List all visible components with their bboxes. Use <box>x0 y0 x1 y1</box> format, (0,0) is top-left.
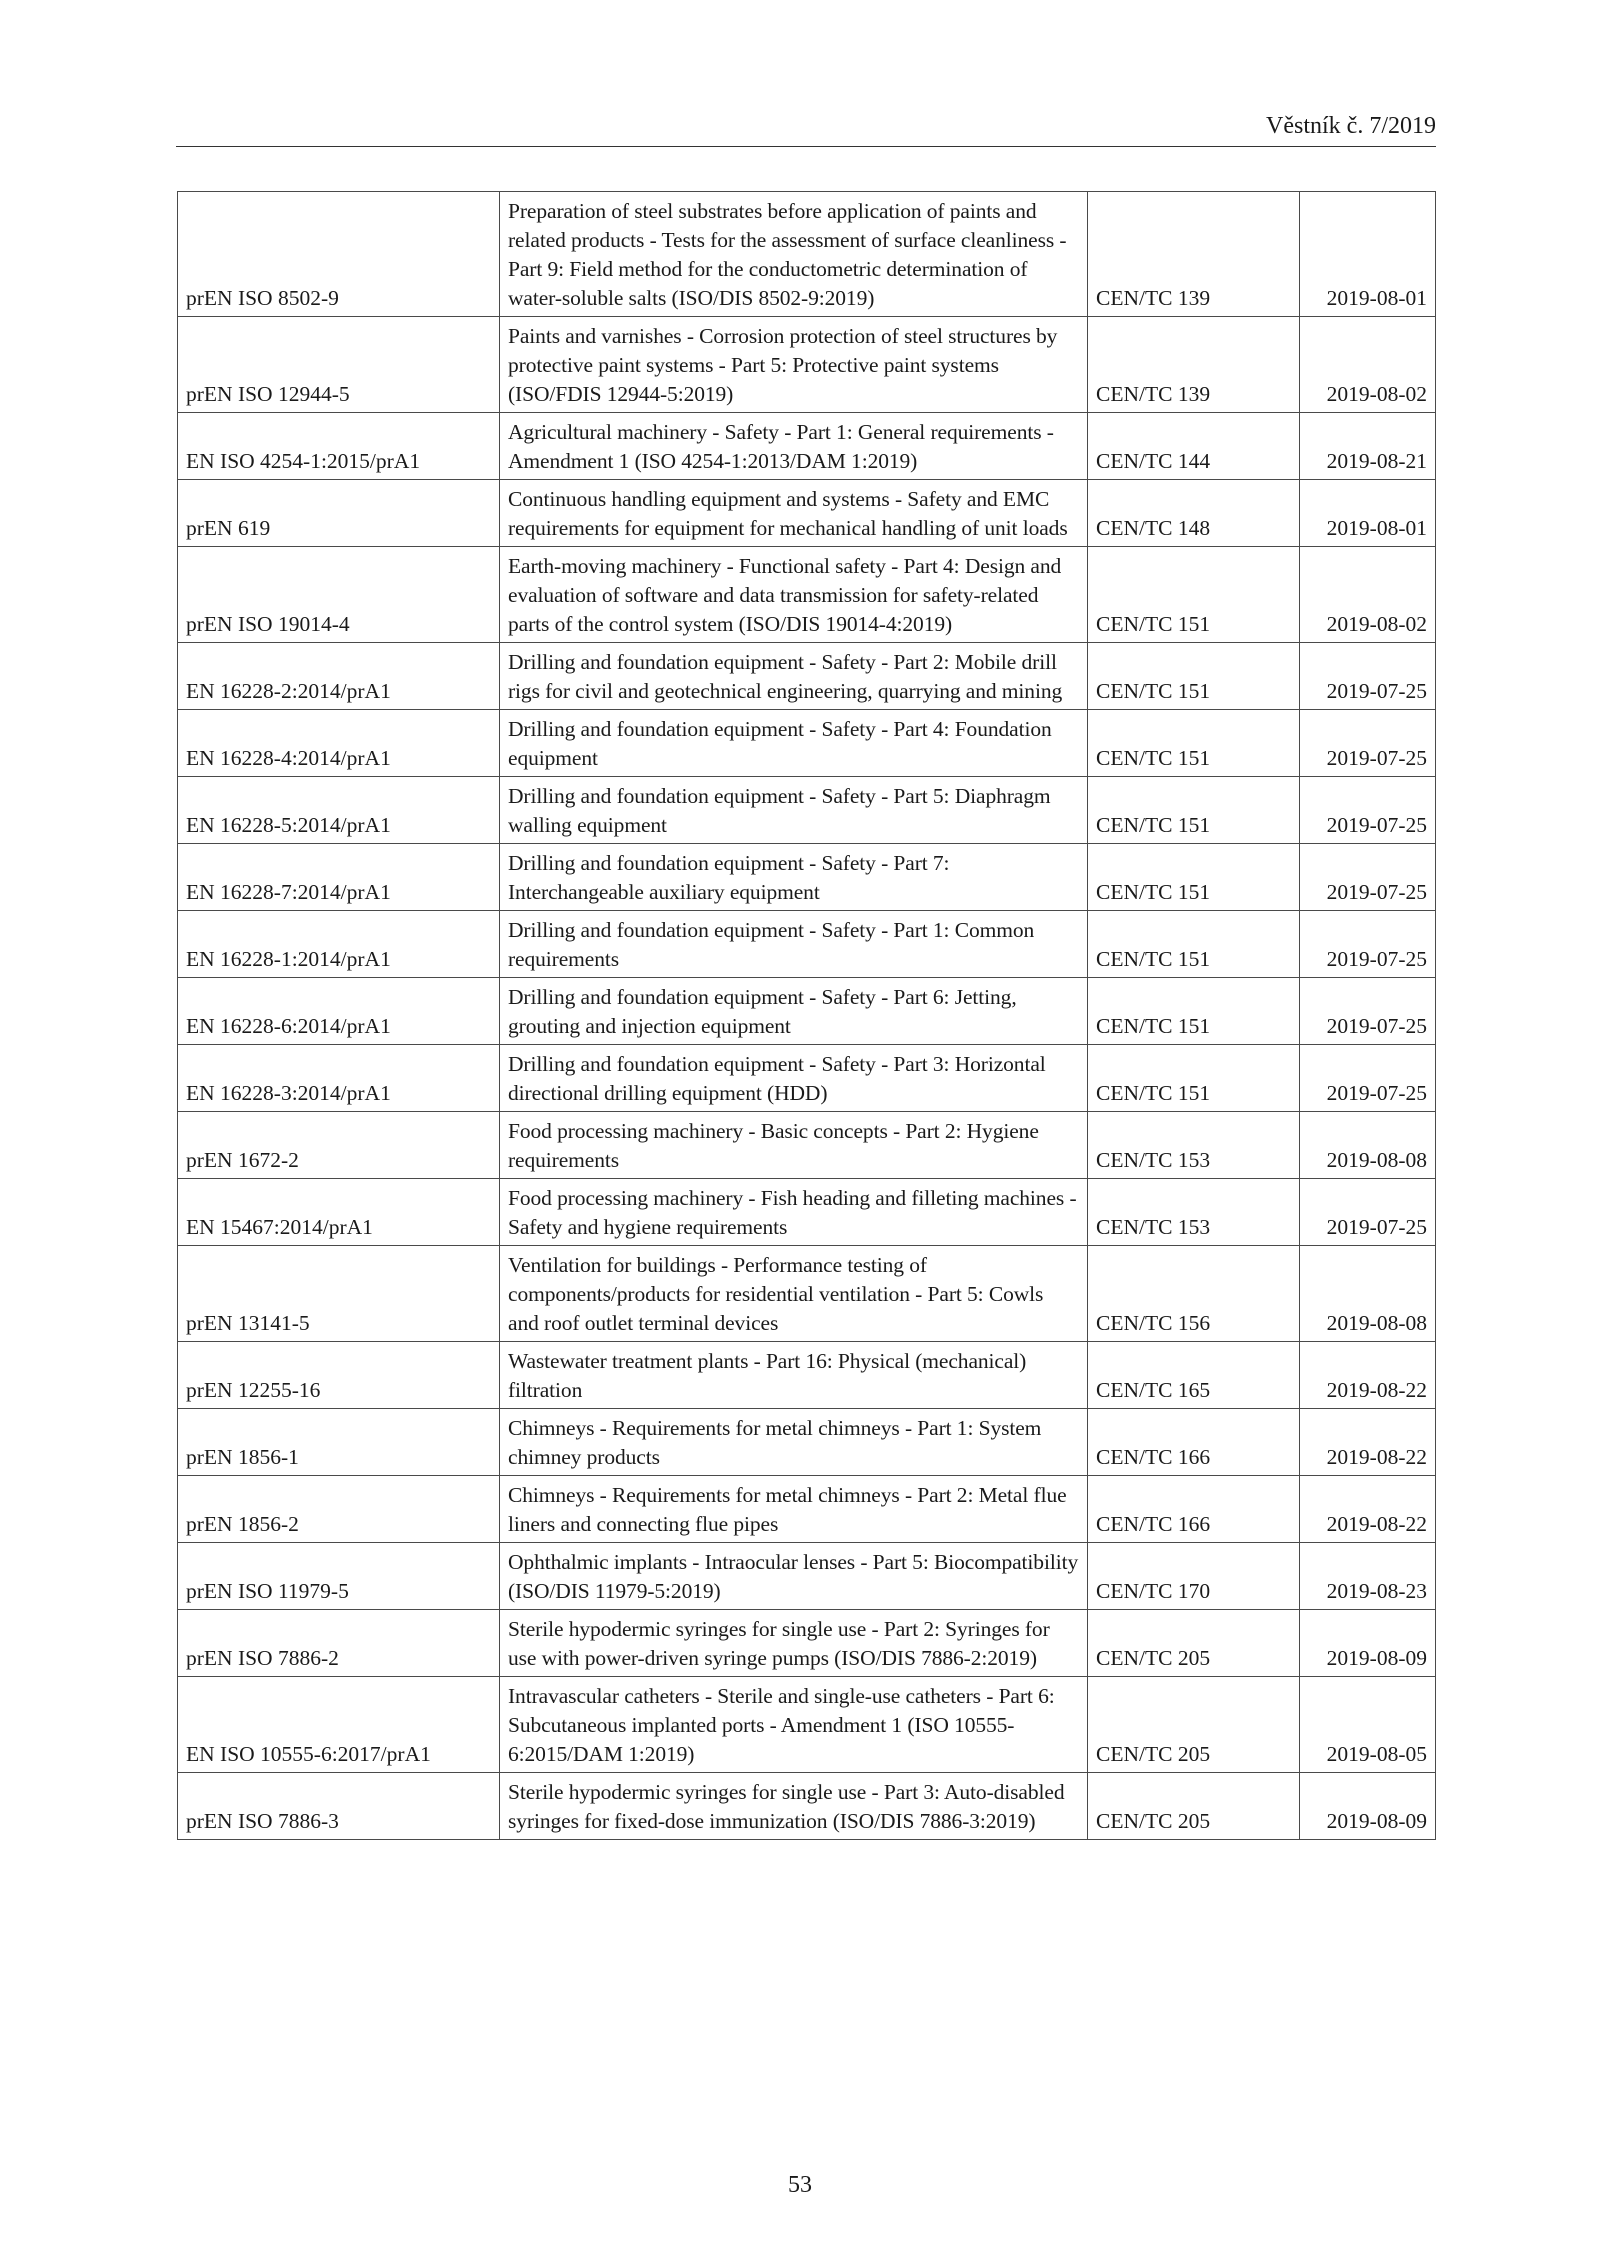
technical-committee-cell: CEN/TC 151 <box>1088 978 1300 1045</box>
standard-title-cell: Earth-moving machinery - Functional safety - Part 4: Design and evaluation of software and data transmission for safety-related parts of the control system (ISO/DIS 19014-4:2019) <box>500 547 1088 643</box>
technical-committee-cell: CEN/TC 205 <box>1088 1773 1300 1840</box>
deadline-date-cell: 2019-08-02 <box>1300 547 1436 643</box>
deadline-date-cell: 2019-07-25 <box>1300 710 1436 777</box>
technical-committee-cell: CEN/TC 156 <box>1088 1246 1300 1342</box>
technical-committee-cell: CEN/TC 139 <box>1088 192 1300 317</box>
standard-title-cell: Preparation of steel substrates before application of paints and related products - Tests for the assessment of surface cleanliness - Part 9: Field method for the conductometric determination of water-soluble salts (ISO/DIS 8502-9:2019) <box>500 192 1088 317</box>
deadline-date-cell: 2019-08-23 <box>1300 1543 1436 1610</box>
deadline-date-cell: 2019-08-21 <box>1300 413 1436 480</box>
standard-title-cell: Drilling and foundation equipment - Safety - Part 6: Jetting, grouting and injection equipment <box>500 978 1088 1045</box>
deadline-date-cell: 2019-07-25 <box>1300 777 1436 844</box>
table-row <box>178 317 1436 413</box>
deadline-date-cell: 2019-07-25 <box>1300 643 1436 710</box>
standards-table <box>177 191 1436 1840</box>
journal-issue-title: Věstník č. 7/2019 <box>1266 113 1436 139</box>
technical-committee-cell: CEN/TC 153 <box>1088 1112 1300 1179</box>
table-row <box>178 1677 1436 1773</box>
table-row <box>178 1112 1436 1179</box>
deadline-date-cell: 2019-08-05 <box>1300 1677 1436 1773</box>
table-row <box>178 480 1436 547</box>
table-row <box>178 1342 1436 1409</box>
standard-title-cell: Wastewater treatment plants - Part 16: Physical (mechanical) filtration <box>500 1342 1088 1409</box>
table-row <box>178 911 1436 978</box>
standard-title-cell: Chimneys - Requirements for metal chimneys - Part 1: System chimney products <box>500 1409 1088 1476</box>
standard-title-cell: Sterile hypodermic syringes for single use - Part 2: Syringes for use with power-driven syringe pumps (ISO/DIS 7886-2:2019) <box>500 1610 1088 1677</box>
technical-committee-cell: CEN/TC 139 <box>1088 317 1300 413</box>
standard-title-cell: Food processing machinery - Basic concepts - Part 2: Hygiene requirements <box>500 1112 1088 1179</box>
technical-committee-cell: CEN/TC 148 <box>1088 480 1300 547</box>
deadline-date-cell: 2019-08-08 <box>1300 1246 1436 1342</box>
standard-reference-cell: prEN 619 <box>178 480 500 547</box>
technical-committee-cell: CEN/TC 151 <box>1088 1045 1300 1112</box>
table-row <box>178 1045 1436 1112</box>
technical-committee-cell: CEN/TC 166 <box>1088 1409 1300 1476</box>
deadline-date-cell: 2019-08-22 <box>1300 1342 1436 1409</box>
standard-reference-cell: prEN 13141-5 <box>178 1246 500 1342</box>
technical-committee-cell: CEN/TC 151 <box>1088 844 1300 911</box>
technical-committee-cell: CEN/TC 166 <box>1088 1476 1300 1543</box>
standard-reference-cell: EN 16228-7:2014/prA1 <box>178 844 500 911</box>
standard-title-cell: Food processing machinery - Fish heading and filleting machines - Safety and hygiene requirements <box>500 1179 1088 1246</box>
standard-title-cell: Sterile hypodermic syringes for single use - Part 3: Auto-disabled syringes for fixed-dose immunization (ISO/DIS 7886-3:2019) <box>500 1773 1088 1840</box>
deadline-date-cell: 2019-08-01 <box>1300 192 1436 317</box>
standard-title-cell: Drilling and foundation equipment - Safety - Part 5: Diaphragm walling equipment <box>500 777 1088 844</box>
table-row <box>178 1773 1436 1840</box>
standard-reference-cell: EN 16228-6:2014/prA1 <box>178 978 500 1045</box>
standard-reference-cell: EN ISO 10555-6:2017/prA1 <box>178 1677 500 1773</box>
table-row <box>178 710 1436 777</box>
deadline-date-cell: 2019-08-08 <box>1300 1112 1436 1179</box>
standard-reference-cell: EN 16228-3:2014/prA1 <box>178 1045 500 1112</box>
standard-reference-cell: EN 16228-2:2014/prA1 <box>178 643 500 710</box>
standard-reference-cell: EN ISO 4254-1:2015/prA1 <box>178 413 500 480</box>
table-row <box>178 643 1436 710</box>
deadline-date-cell: 2019-08-09 <box>1300 1610 1436 1677</box>
standard-reference-cell: prEN ISO 7886-3 <box>178 1773 500 1840</box>
standard-title-cell: Ventilation for buildings - Performance testing of components/products for residential ventilation - Part 5: Cowls and roof outlet terminal devices <box>500 1246 1088 1342</box>
deadline-date-cell: 2019-08-22 <box>1300 1476 1436 1543</box>
table-row <box>178 192 1436 317</box>
deadline-date-cell: 2019-08-22 <box>1300 1409 1436 1476</box>
technical-committee-cell: CEN/TC 170 <box>1088 1543 1300 1610</box>
table-row <box>178 1543 1436 1610</box>
technical-committee-cell: CEN/TC 205 <box>1088 1677 1300 1773</box>
table-row <box>178 413 1436 480</box>
technical-committee-cell: CEN/TC 144 <box>1088 413 1300 480</box>
table-row <box>178 1246 1436 1342</box>
deadline-date-cell: 2019-07-25 <box>1300 844 1436 911</box>
standard-title-cell: Agricultural machinery - Safety - Part 1: General requirements - Amendment 1 (ISO 4254-1:2013/DAM 1:2019) <box>500 413 1088 480</box>
page-header <box>176 112 1436 147</box>
standard-reference-cell: EN 16228-5:2014/prA1 <box>178 777 500 844</box>
standard-reference-cell: prEN ISO 11979-5 <box>178 1543 500 1610</box>
page-number: 53 <box>788 2172 812 2198</box>
deadline-date-cell: 2019-08-02 <box>1300 317 1436 413</box>
technical-committee-cell: CEN/TC 153 <box>1088 1179 1300 1246</box>
technical-committee-cell: CEN/TC 151 <box>1088 547 1300 643</box>
standard-title-cell: Drilling and foundation equipment - Safety - Part 1: Common requirements <box>500 911 1088 978</box>
standard-reference-cell: EN 15467:2014/prA1 <box>178 1179 500 1246</box>
standard-reference-cell: prEN 1672-2 <box>178 1112 500 1179</box>
deadline-date-cell: 2019-07-25 <box>1300 978 1436 1045</box>
technical-committee-cell: CEN/TC 151 <box>1088 911 1300 978</box>
deadline-date-cell: 2019-08-09 <box>1300 1773 1436 1840</box>
table-row <box>178 547 1436 643</box>
table-row <box>178 844 1436 911</box>
standard-title-cell: Drilling and foundation equipment - Safety - Part 4: Foundation equipment <box>500 710 1088 777</box>
standard-title-cell: Intravascular catheters - Sterile and single-use catheters - Part 6: Subcutaneous implanted ports - Amendment 1 (ISO 10555-6:2015/DAM 1:2019) <box>500 1677 1088 1773</box>
standard-title-cell: Paints and varnishes - Corrosion protection of steel structures by protective paint systems - Part 5: Protective paint systems (ISO/FDIS 12944-5:2019) <box>500 317 1088 413</box>
technical-committee-cell: CEN/TC 205 <box>1088 1610 1300 1677</box>
table-row <box>178 1409 1436 1476</box>
standard-title-cell: Continuous handling equipment and systems - Safety and EMC requirements for equipment for mechanical handling of unit loads <box>500 480 1088 547</box>
standard-reference-cell: prEN ISO 12944-5 <box>178 317 500 413</box>
standard-reference-cell: prEN 1856-1 <box>178 1409 500 1476</box>
standard-reference-cell: EN 16228-4:2014/prA1 <box>178 710 500 777</box>
table-row <box>178 777 1436 844</box>
deadline-date-cell: 2019-07-25 <box>1300 1179 1436 1246</box>
standards-table-body <box>178 192 1436 1840</box>
technical-committee-cell: CEN/TC 165 <box>1088 1342 1300 1409</box>
standard-reference-cell: prEN 12255-16 <box>178 1342 500 1409</box>
technical-committee-cell: CEN/TC 151 <box>1088 777 1300 844</box>
table-row <box>178 1476 1436 1543</box>
standard-reference-cell: EN 16228-1:2014/prA1 <box>178 911 500 978</box>
standard-title-cell: Drilling and foundation equipment - Safety - Part 2: Mobile drill rigs for civil and geotechnical engineering, quarrying and mining <box>500 643 1088 710</box>
standard-title-cell: Ophthalmic implants - Intraocular lenses - Part 5: Biocompatibility (ISO/DIS 11979-5:2019) <box>500 1543 1088 1610</box>
standard-reference-cell: prEN ISO 8502-9 <box>178 192 500 317</box>
standard-reference-cell: prEN ISO 19014-4 <box>178 547 500 643</box>
table-row <box>178 1610 1436 1677</box>
table-row <box>178 978 1436 1045</box>
standard-title-cell: Chimneys - Requirements for metal chimneys - Part 2: Metal flue liners and connecting flue pipes <box>500 1476 1088 1543</box>
standard-reference-cell: prEN ISO 7886-2 <box>178 1610 500 1677</box>
standard-title-cell: Drilling and foundation equipment - Safety - Part 7: Interchangeable auxiliary equipment <box>500 844 1088 911</box>
standard-title-cell: Drilling and foundation equipment - Safety - Part 3: Horizontal directional drilling equipment (HDD) <box>500 1045 1088 1112</box>
table-row <box>178 1179 1436 1246</box>
technical-committee-cell: CEN/TC 151 <box>1088 643 1300 710</box>
standard-reference-cell: prEN 1856-2 <box>178 1476 500 1543</box>
technical-committee-cell: CEN/TC 151 <box>1088 710 1300 777</box>
deadline-date-cell: 2019-08-01 <box>1300 480 1436 547</box>
deadline-date-cell: 2019-07-25 <box>1300 911 1436 978</box>
deadline-date-cell: 2019-07-25 <box>1300 1045 1436 1112</box>
